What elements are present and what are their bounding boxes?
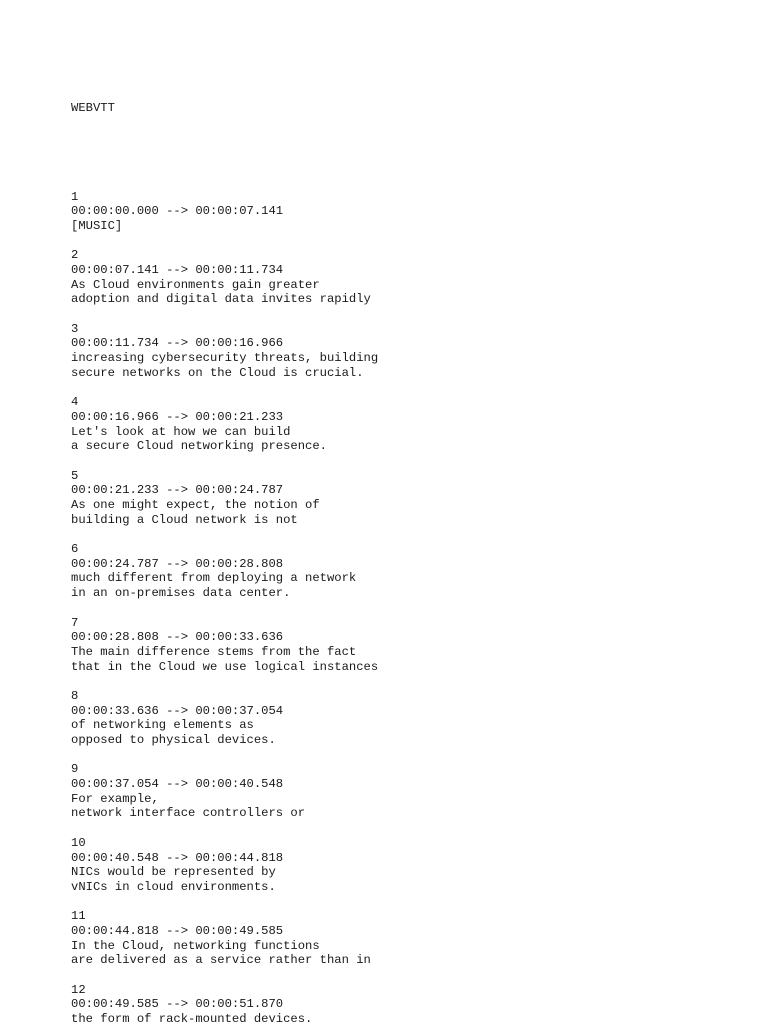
cue-text-line: NICs would be represented by: [71, 865, 276, 880]
cue-block: [71, 762, 378, 835]
cue-text-line: increasing cybersecurity threats, building: [71, 351, 379, 366]
cue-block: [71, 395, 378, 468]
cue-index: 3: [71, 321, 79, 336]
cue-block: [71, 909, 378, 982]
blank-line: [71, 748, 378, 763]
blank-line: [71, 821, 378, 836]
cue-text-line: As Cloud environments gain greater: [71, 277, 320, 292]
cue-text-line: In the Cloud, networking functions: [71, 938, 320, 953]
cue-index: 7: [71, 615, 79, 630]
vtt-header: WEBVTT: [71, 101, 115, 116]
blank-line: [71, 601, 378, 616]
cue-index: 12: [71, 982, 86, 997]
cue-text-line: [MUSIC]: [71, 218, 123, 233]
cue-text-line: The main difference stems from the fact: [71, 644, 357, 659]
blank-line: [71, 146, 378, 161]
cue-timing: 00:00:28.808 --> 00:00:33.636: [71, 630, 284, 645]
blank-line: [71, 895, 378, 910]
blank-line: [71, 527, 378, 542]
blank-line: [71, 454, 378, 469]
cue-timing: 00:00:37.054 --> 00:00:40.548: [71, 777, 284, 792]
cue-timing: 00:00:44.818 --> 00:00:49.585: [71, 923, 284, 938]
cue-text-line: in an on-premises data center.: [71, 586, 291, 601]
cue-timing: 00:00:16.966 --> 00:00:21.233: [71, 409, 284, 424]
cue-index: 6: [71, 542, 79, 557]
cue-text-line: of networking elements as: [71, 718, 254, 733]
cue-block: [71, 836, 378, 909]
cue-block: [71, 542, 378, 615]
cue-index: 2: [71, 248, 79, 263]
cue-text-line: building a Cloud network is not: [71, 512, 298, 527]
cue-timing: 00:00:07.141 --> 00:00:11.734: [71, 263, 284, 278]
cue-text-line: secure networks on the Cloud is crucial.: [71, 365, 364, 380]
cue-timing: 00:00:21.233 --> 00:00:24.787: [71, 483, 284, 498]
cue-text-line: As one might expect, the notion of: [71, 498, 320, 513]
cue-list: [71, 190, 378, 1024]
cue-block: [71, 983, 378, 1024]
cue-text-line: For example,: [71, 791, 159, 806]
cue-block: [71, 248, 378, 321]
cue-text-line: opposed to physical devices.: [71, 733, 276, 748]
blank-line: [71, 381, 378, 396]
cue-text-line: much different from deploying a network: [71, 571, 357, 586]
cue-block: [71, 689, 378, 762]
cue-index: 11: [71, 909, 86, 924]
cue-index: 10: [71, 835, 86, 850]
cue-text-line: a secure Cloud networking presence.: [71, 439, 327, 454]
blank-line: [71, 968, 378, 983]
cue-text-line: vNICs in cloud environments.: [71, 879, 276, 894]
cue-text-line: that in the Cloud we use logical instances: [71, 659, 379, 674]
cue-timing: 00:00:00.000 --> 00:00:07.141: [71, 204, 284, 219]
cue-index: 4: [71, 395, 79, 410]
cue-text-line: the form of rack-mounted devices.: [71, 1012, 313, 1024]
cue-timing: 00:00:40.548 --> 00:00:44.818: [71, 850, 284, 865]
cue-block: [71, 469, 378, 542]
cue-index: 1: [71, 189, 79, 204]
cue-text-line: network interface controllers or: [71, 806, 306, 821]
cue-block: [71, 616, 378, 689]
vtt-document: [71, 72, 378, 1024]
cue-timing: 00:00:11.734 --> 00:00:16.966: [71, 336, 284, 351]
cue-index: 9: [71, 762, 79, 777]
blank-line: [71, 234, 378, 249]
cue-timing: 00:00:49.585 --> 00:00:51.870: [71, 997, 284, 1012]
cue-index: 5: [71, 468, 79, 483]
blank-line: [71, 674, 378, 689]
cue-text-line: Let's look at how we can build: [71, 424, 291, 439]
cue-block: [71, 322, 378, 395]
cue-block: [71, 190, 378, 249]
blank-line: [71, 307, 378, 322]
cue-text-line: are delivered as a service rather than in: [71, 953, 371, 968]
cue-timing: 00:00:24.787 --> 00:00:28.808: [71, 556, 284, 571]
cue-text-line: adoption and digital data invites rapidly: [71, 292, 371, 307]
cue-timing: 00:00:33.636 --> 00:00:37.054: [71, 703, 284, 718]
cue-index: 8: [71, 688, 79, 703]
